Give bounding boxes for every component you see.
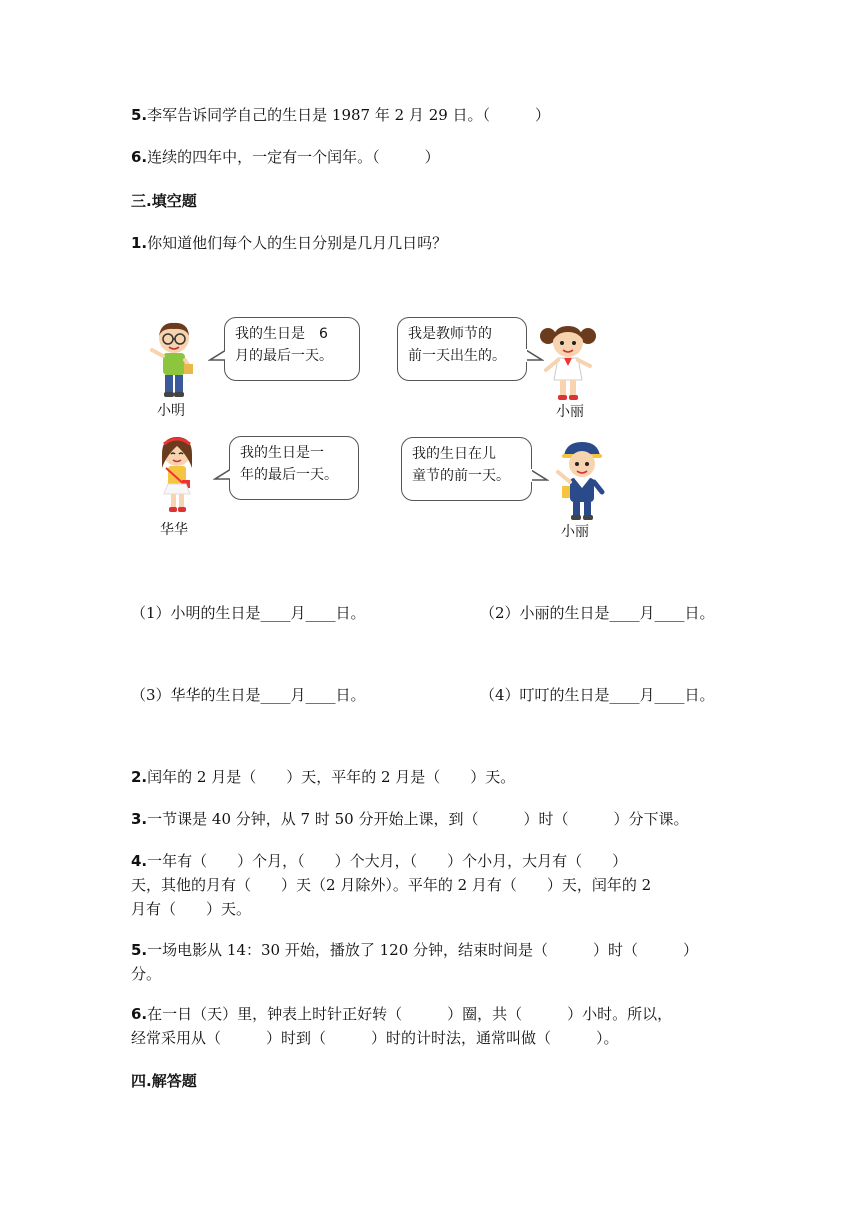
fill-question-4-line-3: 月有（ ）天。	[131, 900, 252, 918]
speech-bubble-xiaoming: 我的生日是 6 月的最后一天。	[224, 317, 360, 381]
fill-question-4-line-1: 4.一年有（ ）个月，（ ）个大月，（ ）个小月，大月有（ ）	[131, 852, 628, 870]
fill-question-3: 3.一节课是 40 分钟，从 7 时 50 分开始上课，到（ ）时（ ）分下课。	[131, 810, 689, 828]
xiaoming-illustration	[146, 320, 202, 400]
name-label-huahua: 华华	[160, 522, 188, 538]
speech-bubble-dingding: 我的生日在儿 童节的前一天。	[401, 437, 532, 501]
xiaoli-illustration	[536, 322, 600, 402]
fill-question-6-line-2: 经常采用从（ ）时到（ ）时的计时法，通常叫做（ ）。	[131, 1029, 619, 1047]
fill-question-6-line-1: 6.在一日（天）里，钟表上时针正好转（ ）圈，共（ ）小时。所以，	[131, 1005, 673, 1023]
fill-question-4-line-2: 天，其他的月有（ ）天（2 月除外）。平年的 2 月有（ ）天，闰年的 2	[131, 876, 652, 894]
dingding-illustration	[550, 440, 610, 522]
name-label-xiaoli: 小丽	[556, 404, 584, 420]
speech-bubble-huahua: 我的生日是一 年的最后一天。	[229, 436, 359, 500]
name-label-xiaoming: 小明	[157, 403, 185, 419]
section-title-answer: 四.解答题	[131, 1072, 197, 1090]
fill-question-1: 1.你知道他们每个人的生日分别是几月几日吗？	[131, 234, 448, 252]
fill-question-5-line-1: 5.一场电影从 14：30 开始，播放了 120 分钟，结束时间是（ ）时（ ）	[131, 941, 699, 959]
judge-question-5: 5.李军告诉同学自己的生日是 1987 年 2 月 29 日。（ ）	[131, 106, 551, 124]
judge-question-6: 6.连续的四年中，一定有一个闰年。（ ）	[131, 148, 440, 166]
fill-question-5-line-2: 分。	[131, 965, 162, 983]
huahua-illustration	[152, 434, 202, 514]
speech-bubble-xiaoli: 我是教师节的 前一天出生的。	[397, 317, 527, 381]
bubble-tail	[213, 467, 233, 483]
bubble-tail	[208, 348, 228, 364]
name-label-dingding: 小丽	[561, 524, 589, 540]
sub-question-3: （3）华华的生日是____月____日。	[131, 686, 366, 704]
sub-question-4: （4）叮叮的生日是____月____日。	[480, 686, 715, 704]
section-title-fill-blank: 三.填空题	[131, 192, 197, 210]
sub-question-1: （1）小明的生日是____月____日。	[131, 604, 366, 622]
bubble-tail	[529, 468, 549, 484]
sub-question-2: （2）小丽的生日是____月____日。	[480, 604, 715, 622]
fill-question-2: 2.闰年的 2 月是（ ）天，平年的 2 月是（ ）天。	[131, 768, 516, 786]
